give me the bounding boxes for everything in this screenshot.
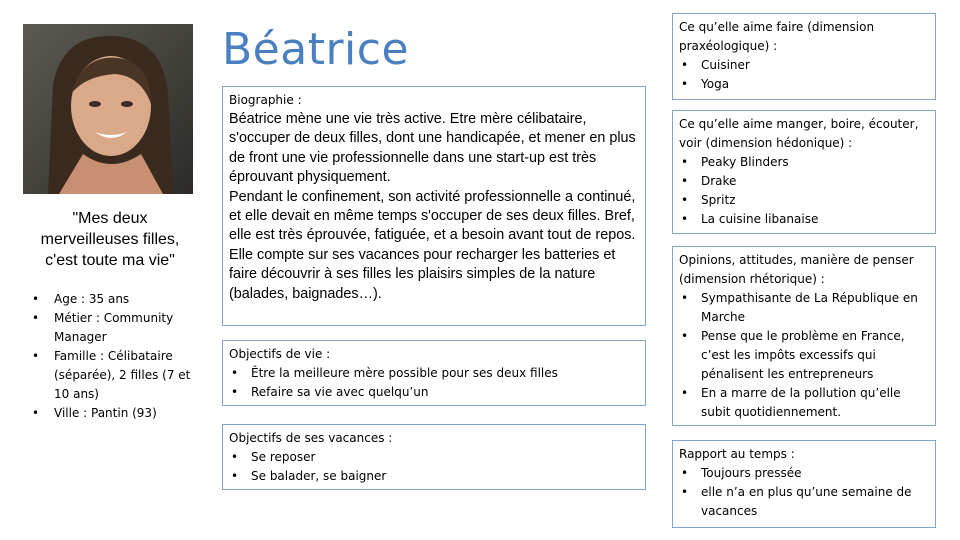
- life-goals-heading: Objectifs de vie :: [229, 347, 331, 361]
- profile-family: • Famille : Célibataire (séparée), 2 filles (7 et 10 ans): [32, 347, 192, 404]
- likes-consuming-box: [672, 110, 936, 234]
- time-relation-heading: Rapport au temps :: [679, 447, 795, 461]
- list-item: • Toujours pressée: [679, 464, 929, 483]
- list-item: • Cuisiner: [679, 56, 929, 75]
- time-relation-box: [672, 440, 936, 528]
- list-item: • Spritz: [679, 191, 929, 210]
- list-item: • Peaky Blinders: [679, 153, 929, 172]
- likes-doing-box: [672, 13, 936, 100]
- vacation-goals-heading: Objectifs de ses vacances :: [229, 431, 393, 445]
- person-photo-icon: [23, 24, 193, 194]
- list-item: • La cuisine libanaise: [679, 210, 929, 229]
- list-item: • Refaire sa vie avec quelqu’un: [229, 383, 639, 402]
- biography-box: [222, 86, 646, 326]
- list-item: • Pense que le problème en France, c’est les impôts excessifs qui pénalisent les entrepreneurs: [679, 327, 929, 384]
- likes-doing-list: [679, 56, 929, 94]
- time-relation-list: [679, 464, 929, 521]
- list-item: • Drake: [679, 172, 929, 191]
- opinions-list: [679, 289, 929, 422]
- biography-paragraph: Béatrice mène une vie très active. Etre mère célibataire, s'occuper de deux filles, dont une handicapée, et mener en plus de front une vie professionnelle dans une start-up est très éprouvant physiquement.: [229, 111, 636, 186]
- list-item: • Se balader, se baigner: [229, 467, 639, 486]
- biography-paragraph: Pendant le confinement, son activité professionnelle a continué, et elle devait en même temps s'occuper de ses deux filles. Bref, elle est très éprouvée, fatiguée, et a besoin avant tout de repos.: [229, 188, 636, 244]
- life-goals-list: [229, 364, 639, 402]
- biography-heading: Biographie :: [229, 93, 302, 107]
- vacation-goals-list: [229, 448, 639, 486]
- list-item: • Sympathisante de La République en Marche: [679, 289, 929, 327]
- vacation-goals-box: [222, 424, 646, 490]
- persona-photo: [23, 24, 193, 194]
- life-goals-box: [222, 340, 646, 406]
- persona-name: Béatrice: [222, 24, 410, 75]
- opinions-heading: Opinions, attitudes, manière de penser (dimension rhétorique) :: [679, 253, 914, 286]
- list-item: • Se reposer: [229, 448, 639, 467]
- profile-age: • Age : 35 ans: [32, 290, 192, 309]
- profile-job: • Métier : Community Manager: [32, 309, 192, 347]
- profile-city: • Ville : Pantin (93): [32, 404, 192, 423]
- likes-consuming-heading: Ce qu’elle aime manger, boire, écouter, voir (dimension hédonique) :: [679, 117, 919, 150]
- list-item: • elle n’a en plus qu’une semaine de vacances: [679, 483, 929, 521]
- list-item: • Être la meilleure mère possible pour ses deux filles: [229, 364, 639, 383]
- persona-profile-list: [32, 290, 192, 423]
- likes-consuming-list: [679, 153, 929, 229]
- likes-doing-heading: Ce qu’elle aime faire (dimension praxéologique) :: [679, 20, 875, 53]
- opinions-box: [672, 246, 936, 426]
- list-item: • Yoga: [679, 75, 929, 94]
- persona-quote: "Mes deux merveilleuses filles, c'est toute ma vie": [40, 210, 180, 269]
- list-item: • En a marre de la pollution qu’elle subit quotidiennement.: [679, 384, 929, 422]
- biography-text: [229, 110, 639, 304]
- biography-paragraph: Elle compte sur ses vacances pour recharger les batteries et faire découvrir à ses filles les plaisirs simples de la nature (balades, baignades…).: [229, 246, 616, 302]
